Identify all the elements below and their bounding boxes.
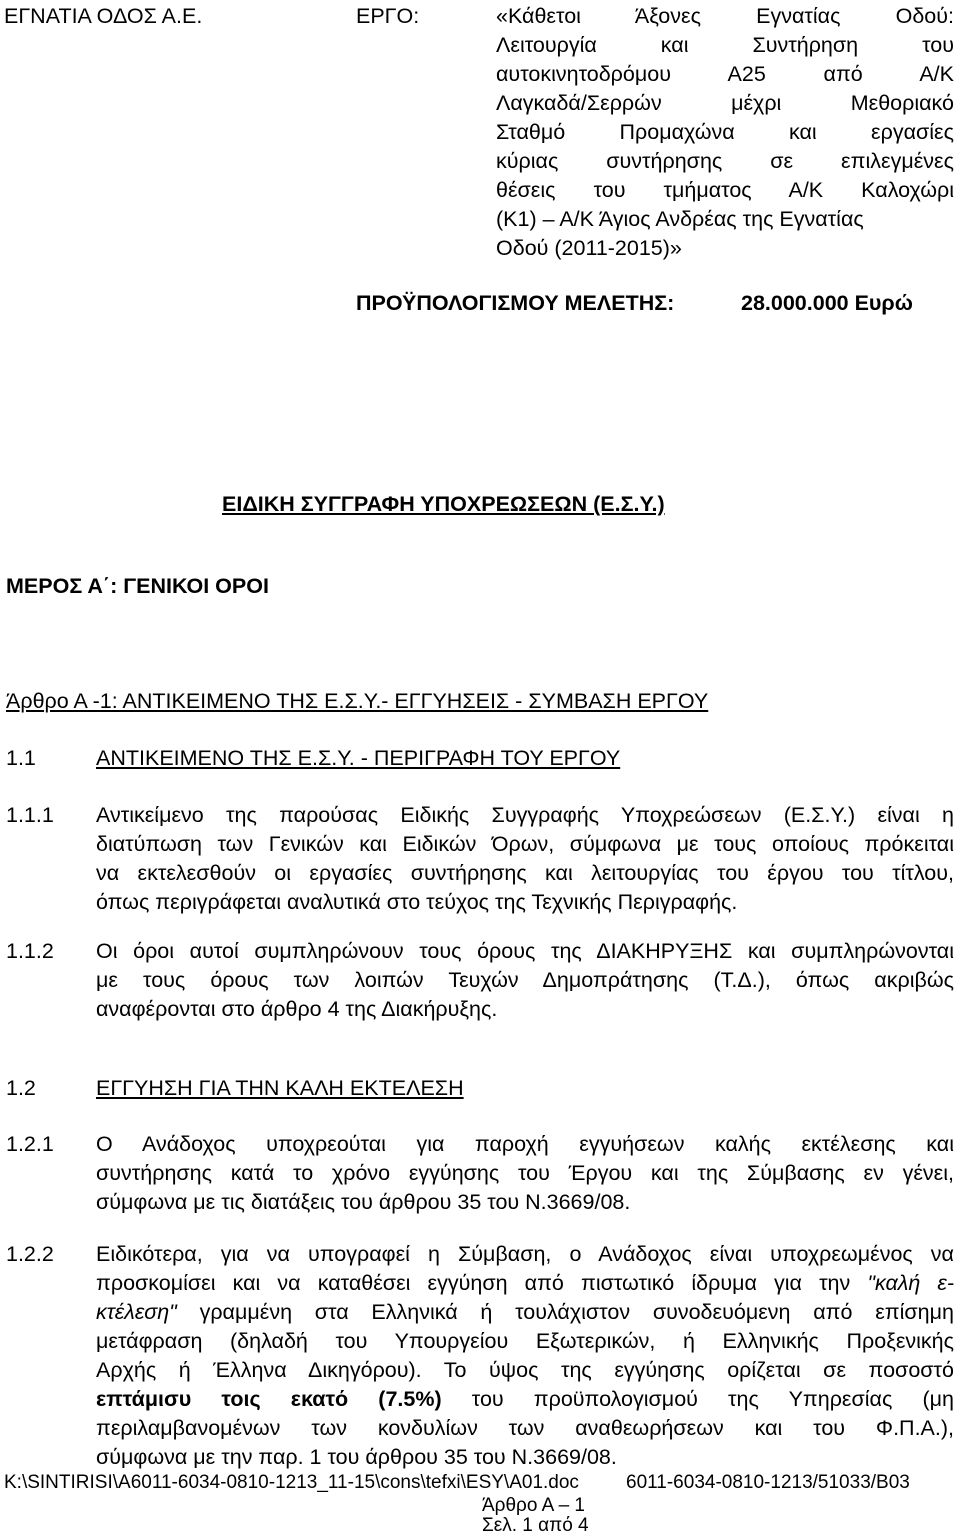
paragraph-line: Αντικείμενο της παρούσας Ειδικής Συγγραφής Υποχρεώσεων (Ε.Σ.Υ.) είναι η — [96, 803, 954, 827]
paragraph-number: 1.1.2 — [6, 939, 54, 963]
paragraph-line: όπως περιγράφεται αναλυτικά στο τεύχος της Τεχνικής Περιγραφής. — [96, 890, 738, 914]
project-line: (Κ1) – Α/Κ Άγιος Ανδρέας της Εγνατίας — [496, 207, 864, 231]
bold-text: επτάμισυ τοις εκατό — [96, 1387, 349, 1411]
project-line: κύριας συντήρησης σε επιλεγμένες — [496, 149, 954, 173]
paragraph-line: μετάφραση (δηλαδή του Υπουργείου Εξωτερικών, ή Ελληνικής Προξενικής — [96, 1329, 954, 1353]
paragraph-line — [96, 1269, 954, 1298]
paragraph-1-2-1 — [96, 1130, 954, 1217]
org-name: ΕΓΝΑΤΙΑ ΟΔΟΣ Α.Ε. — [4, 4, 203, 28]
paragraph-line: σύμφωνα με τις διατάξεις του άρθρου 35 του Ν.3669/08. — [96, 1190, 631, 1214]
text-run: προσκομίσει και να καταθέσει εγγύηση από πιστωτικό ίδρυμα για την — [96, 1271, 851, 1295]
footer-file-path: K:\SINTIRISI\A6011-6034-0810-1213_11-15\cons\tefxi\ESY\A01.doc — [4, 1472, 579, 1493]
paragraph-line: περιλαμβανομένων των κονδυλίων των αναθεωρήσεων και του Φ.Π.Α.), — [96, 1416, 954, 1440]
footer-article-ref: Άρθρο Α – 1 — [482, 1495, 585, 1516]
article-title: Άρθρο Α -1: ΑΝΤΙΚΕΙΜΕΝΟ ΤΗΣ Ε.Σ.Υ.- ΕΓΓΥΗΣΕΙΣ - ΣΥΜΒΑΣΗ ΕΡΓΟΥ — [6, 689, 709, 713]
paragraph-line: με τους όρους των λοιπών Τευχών Δημοπράτησης (Τ.Δ.), όπως ακριβώς — [96, 968, 954, 992]
budget-value: 28.000.000 Ευρώ — [741, 291, 913, 315]
emphasis-text: "καλή ε- — [867, 1271, 955, 1295]
project-line: αυτοκινητοδρόμου Α25 από Α/Κ — [496, 62, 954, 86]
paragraph-line: Αρχής ή Έλληνα Δικηγόρου). Το ύψος της εγγύησης ορίζεται σε ποσοστό — [96, 1358, 954, 1382]
section-number: 1.2 — [6, 1076, 36, 1100]
project-line: Λειτουργία και Συντήρηση του — [496, 33, 954, 57]
section-title: ΑΝΤΙΚΕΙΜΕΝΟ ΤΗΣ Ε.Σ.Υ. - ΠΕΡΙΓΡΑΦΗ ΤΟΥ ΕΡΓΟΥ — [96, 746, 621, 770]
paragraph-line: να εκτελεσθούν οι εργασίες συντήρησης και λειτουργίας του έργου του τίτλου, — [96, 861, 954, 885]
paragraph-line: Ο Ανάδοχος υποχρεούται για παροχή εγγυήσεων καλής εκτέλεσης και — [96, 1132, 954, 1156]
section-title: ΕΓΓΥΗΣΗ ΓΙΑ ΤΗΝ ΚΑΛΗ ΕΚΤΕΛΕΣΗ — [96, 1076, 464, 1100]
bold-text: (7.5%) — [378, 1387, 442, 1411]
paragraph-number: 1.2.1 — [6, 1132, 54, 1156]
paragraph-line — [96, 1298, 954, 1327]
project-line: Σταθμό Προμαχώνα και εργασίες — [496, 120, 954, 144]
paragraph-line: Οι όροι αυτοί συμπληρώνουν τους όρους της ΔΙΑΚΗΡΥΞΗΣ και συμπληρώνονται — [96, 939, 954, 963]
text-run: του προϋπολογισμού της Υπηρεσίας (μη — [471, 1387, 954, 1411]
budget-label: ΠΡΟΫΠΟΛΟΓΙΣΜΟΥ ΜΕΛΕΤΗΣ: — [356, 291, 675, 315]
project-line: Οδού (2011-2015)» — [496, 236, 682, 260]
project-line: θέσεις του τμήματος Α/Κ Καλοχώρι — [496, 178, 954, 202]
project-label: ΕΡΓΟ: — [356, 4, 420, 28]
paragraph-number: 1.1.1 — [6, 803, 54, 827]
paragraph-1-1-2 — [96, 937, 954, 1024]
paragraph-1-2-2 — [96, 1240, 954, 1472]
paragraph-line — [96, 1385, 954, 1414]
paragraph-line: σύμφωνα με την παρ. 1 του άρθρου 35 του Ν.3669/08. — [96, 1445, 617, 1469]
text-run: γραμμένη στα Ελληνικά ή τουλάχιστον συνοδευόμενη από επίσημη — [199, 1300, 954, 1324]
part-title: ΜΕΡΟΣ Α΄: ΓΕΝΙΚΟΙ ΟΡΟΙ — [6, 574, 269, 598]
project-description — [496, 2, 954, 263]
footer-page-number: Σελ. 1 από 4 — [482, 1515, 589, 1536]
paragraph-line: αναφέρονται στο άρθρο 4 της Διακήρυξης. — [96, 997, 498, 1021]
project-line: «Κάθετοι Άξονες Εγνατίας Οδού: — [496, 4, 954, 28]
paragraph-line: συντήρησης κατά το χρόνο εγγύησης του Έργου και της Σύμβασης εν γένει, — [96, 1161, 954, 1185]
paragraph-1-1-1 — [96, 801, 954, 917]
project-line: Λαγκαδά/Σερρών μέχρι Μεθοριακό — [496, 91, 954, 115]
section-number: 1.1 — [6, 746, 36, 770]
emphasis-text: κτέλεση" — [96, 1300, 177, 1324]
document-title: ΕΙΔΙΚΗ ΣΥΓΓΡΑΦΗ ΥΠΟΧΡΕΩΣΕΩΝ (Ε.Σ.Υ.) — [222, 492, 665, 516]
paragraph-line: διατύπωση των Γενικών και Ειδικών Όρων, σύμφωνα με τους οποίους πρόκειται — [96, 832, 954, 856]
footer-doc-code: 6011-6034-0810-1213/51033/B03 — [626, 1472, 910, 1493]
paragraph-number: 1.2.2 — [6, 1242, 54, 1266]
paragraph-line: Ειδικότερα, για να υπογραφεί η Σύμβαση, ο Ανάδοχος είναι υποχρεωμένος να — [96, 1242, 954, 1266]
